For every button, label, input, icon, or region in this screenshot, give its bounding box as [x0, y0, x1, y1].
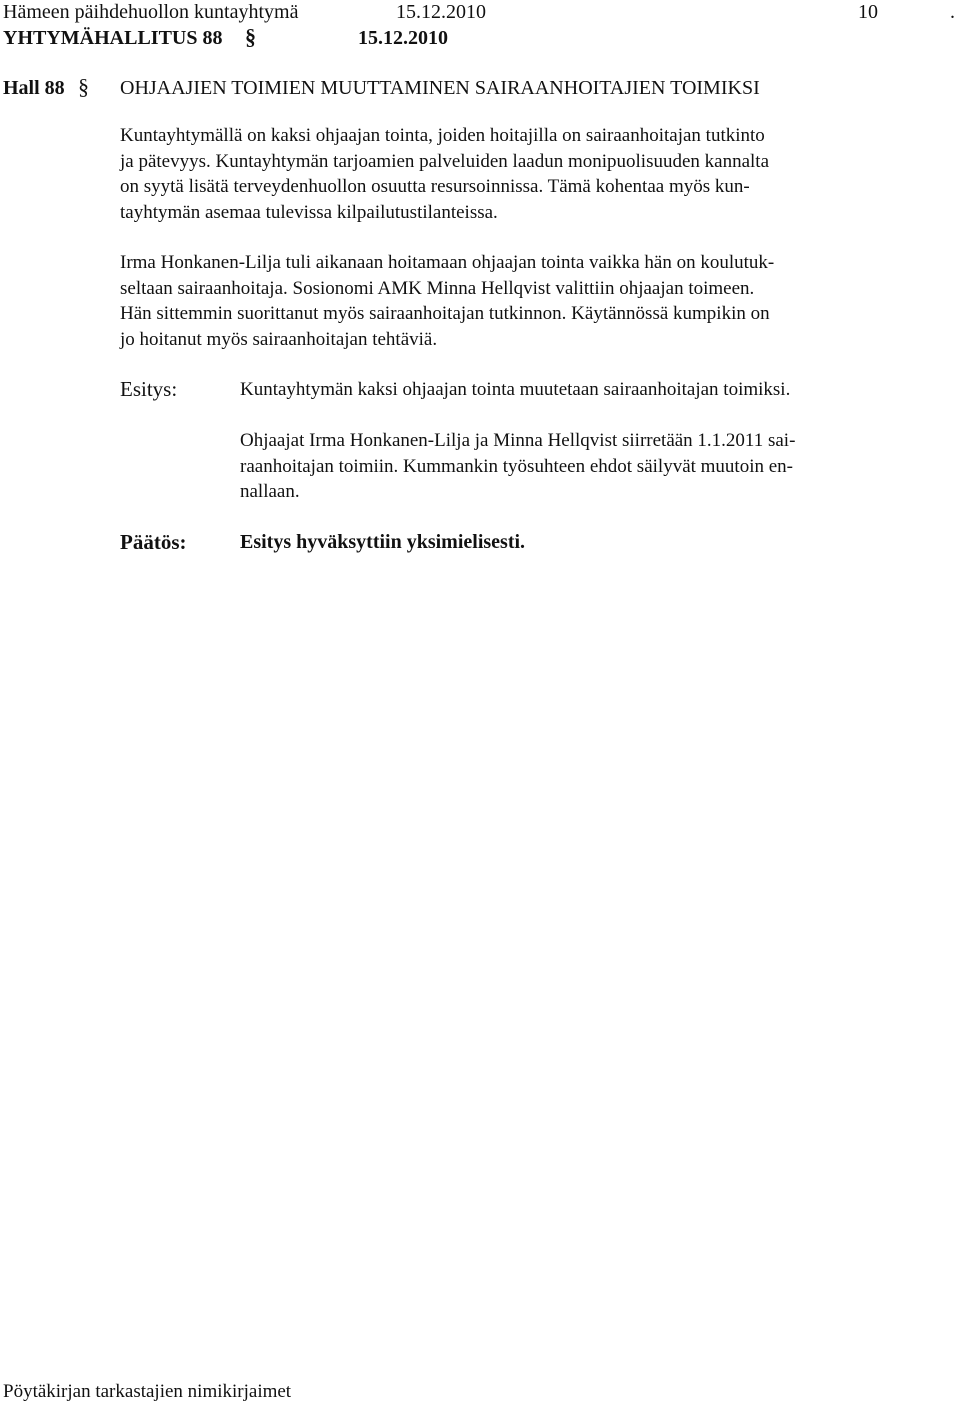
organization-name: Hämeen päihdehuollon kuntayhtymä — [3, 1, 299, 23]
paragraph-line: Irma Honkanen-Lilja tuli aikanaan hoitamaan ohjaajan tointa vaikka hän on koulutuk- — [120, 252, 775, 273]
decision-label: Päätös: — [120, 530, 187, 554]
page-number-dot: . — [950, 1, 955, 23]
paragraph-line: jo hoitanut myös sairaanhoitajan tehtäviä. — [120, 328, 438, 350]
proposal-line: Kuntayhtymän kaksi ohjaajan tointa muutetaan sairaanhoitajan toimiksi. — [240, 379, 791, 400]
meeting-date: 15.12.2010 — [358, 27, 448, 49]
proposal-line: Ohjaajat Irma Honkanen-Lilja ja Minna Hellqvist siirretään 1.1.2011 sai- — [240, 430, 796, 451]
item-title: OHJAAJIEN TOIMIEN MUUTTAMINEN SAIRAANHOITAJIEN TOIMIKSI — [120, 77, 760, 99]
proposal-line: raanhoitajan toimiin. Kummankin työsuhteen ehdot säilyvät muutoin en- — [240, 455, 794, 477]
proposal-text — [240, 377, 890, 403]
item-number: Hall 88 — [3, 77, 65, 99]
decision-text — [240, 530, 890, 556]
item-section-sign: § — [78, 74, 89, 99]
meeting-title: YHTYMÄHALLITUS 88 — [3, 27, 223, 49]
decision-line: Esitys hyväksyttiin yksimielisesti. — [240, 531, 526, 553]
paragraph-line: ja pätevyys. Kuntayhtymän tarjoamien palveluiden laadun monipuolisuuden kannalta — [120, 150, 769, 172]
proposal-transfer-text — [240, 428, 890, 505]
paragraph-line: on syytä lisätä terveydenhuollon osuutta resursoinnissa. Tämä kohentaa myös kun- — [120, 176, 750, 197]
paragraph-staff — [120, 250, 880, 352]
paragraph-line: seltaan sairaanhoitaja. Sosionomi AMK Minna Hellqvist valittiin ohjaajan toimeen. — [120, 277, 755, 299]
paragraph-line: tayhtymän asemaa tulevissa kilpailutustilanteissa. — [120, 201, 498, 223]
proposal-line: nallaan. — [240, 481, 300, 502]
paragraph-background — [120, 123, 880, 225]
header-date: 15.12.2010 — [396, 1, 486, 23]
proposal-label: Esitys: — [120, 377, 178, 401]
page-number: 10 — [858, 1, 878, 23]
footer-initials-note: Pöytäkirjan tarkastajien nimikirjaimet — [3, 1381, 292, 1402]
section-sign: § — [245, 24, 256, 49]
paragraph-line: Hän sittemmin suorittanut myös sairaanhoitajan tutkinnon. Käytännössä kumpikin on — [120, 303, 770, 324]
paragraph-line: Kuntayhtymällä on kaksi ohjaajan tointa, joiden hoitajilla on sairaanhoitajan tutkinto — [120, 125, 765, 146]
